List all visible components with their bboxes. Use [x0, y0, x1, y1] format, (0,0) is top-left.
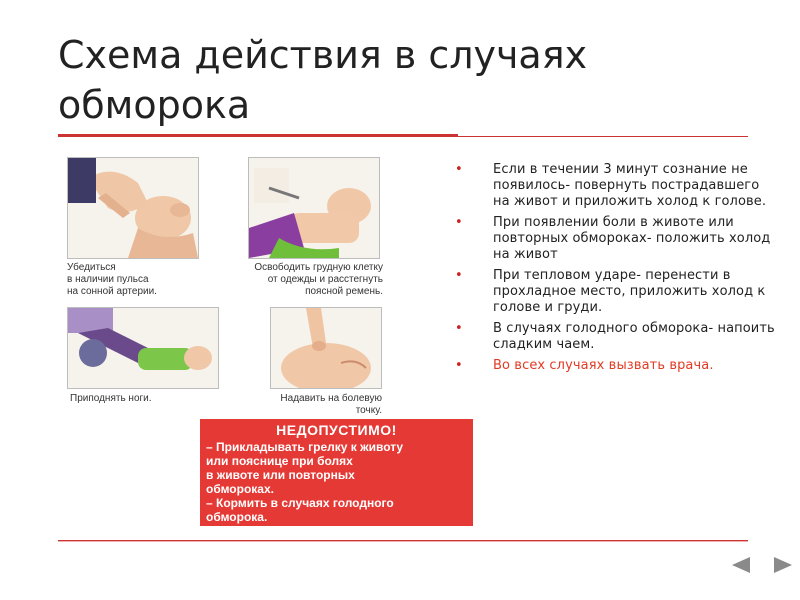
warning-text: – Прикладывать грелку к животу или пояснице при болях в животе или повторных обмороках. – Кормить в случаях голодного обморока.: [206, 440, 404, 524]
list-item: • В случаях голодного обморока- напоить сладким чаем.: [455, 321, 775, 353]
list-item: • При тепловом ударе- перенести в прохладное место, приложить холод к голове и груди.: [455, 268, 775, 316]
caption-pulse-check: Убедиться в наличии пульса на сонной артерии.: [67, 262, 157, 297]
caption-loosen-clothes: Освободить грудную клетку от одежды и расстегнуть поясной ремень.: [254, 262, 383, 297]
illustration-pulse-check: [67, 157, 199, 259]
slide-title-line1: Схема действия в случаях: [58, 33, 588, 77]
next-slide-button[interactable]: [770, 556, 794, 574]
raise-legs-icon: [68, 308, 218, 388]
illustration-loosen-clothes: [248, 157, 380, 259]
arrow-right-icon: [770, 556, 794, 574]
instructions-list: [455, 162, 775, 379]
warning-title: НЕДОПУСТИМО!: [276, 422, 397, 438]
illustration-raise-legs: [67, 307, 219, 389]
warning-box: [200, 419, 473, 526]
caption-raise-legs: Приподнять ноги.: [70, 393, 152, 404]
caption-pressure-point: Надавить на болевую точку.: [280, 393, 382, 416]
list-item-call-doctor: • Во всех случаях вызвать врача.: [455, 358, 775, 374]
loosen-clothes-icon: [249, 158, 379, 258]
bottom-divider: [58, 540, 748, 541]
prev-slide-button[interactable]: [730, 556, 754, 574]
pressure-point-icon: [271, 308, 381, 388]
list-item: • Если в течении 3 минут сознание не появилось- повернуть пострадавшего на живот и приложить холод к голове.: [455, 162, 775, 210]
pulse-check-icon: [68, 158, 198, 258]
title-divider: [58, 136, 748, 137]
list-item: • При появлении боли в животе или повторных обмороках- положить холод на живот: [455, 215, 775, 263]
illustration-pressure-point: [270, 307, 382, 389]
slide-title: [58, 30, 758, 130]
slide-title-line2: обморока: [58, 83, 251, 127]
arrow-left-icon: [730, 556, 754, 574]
